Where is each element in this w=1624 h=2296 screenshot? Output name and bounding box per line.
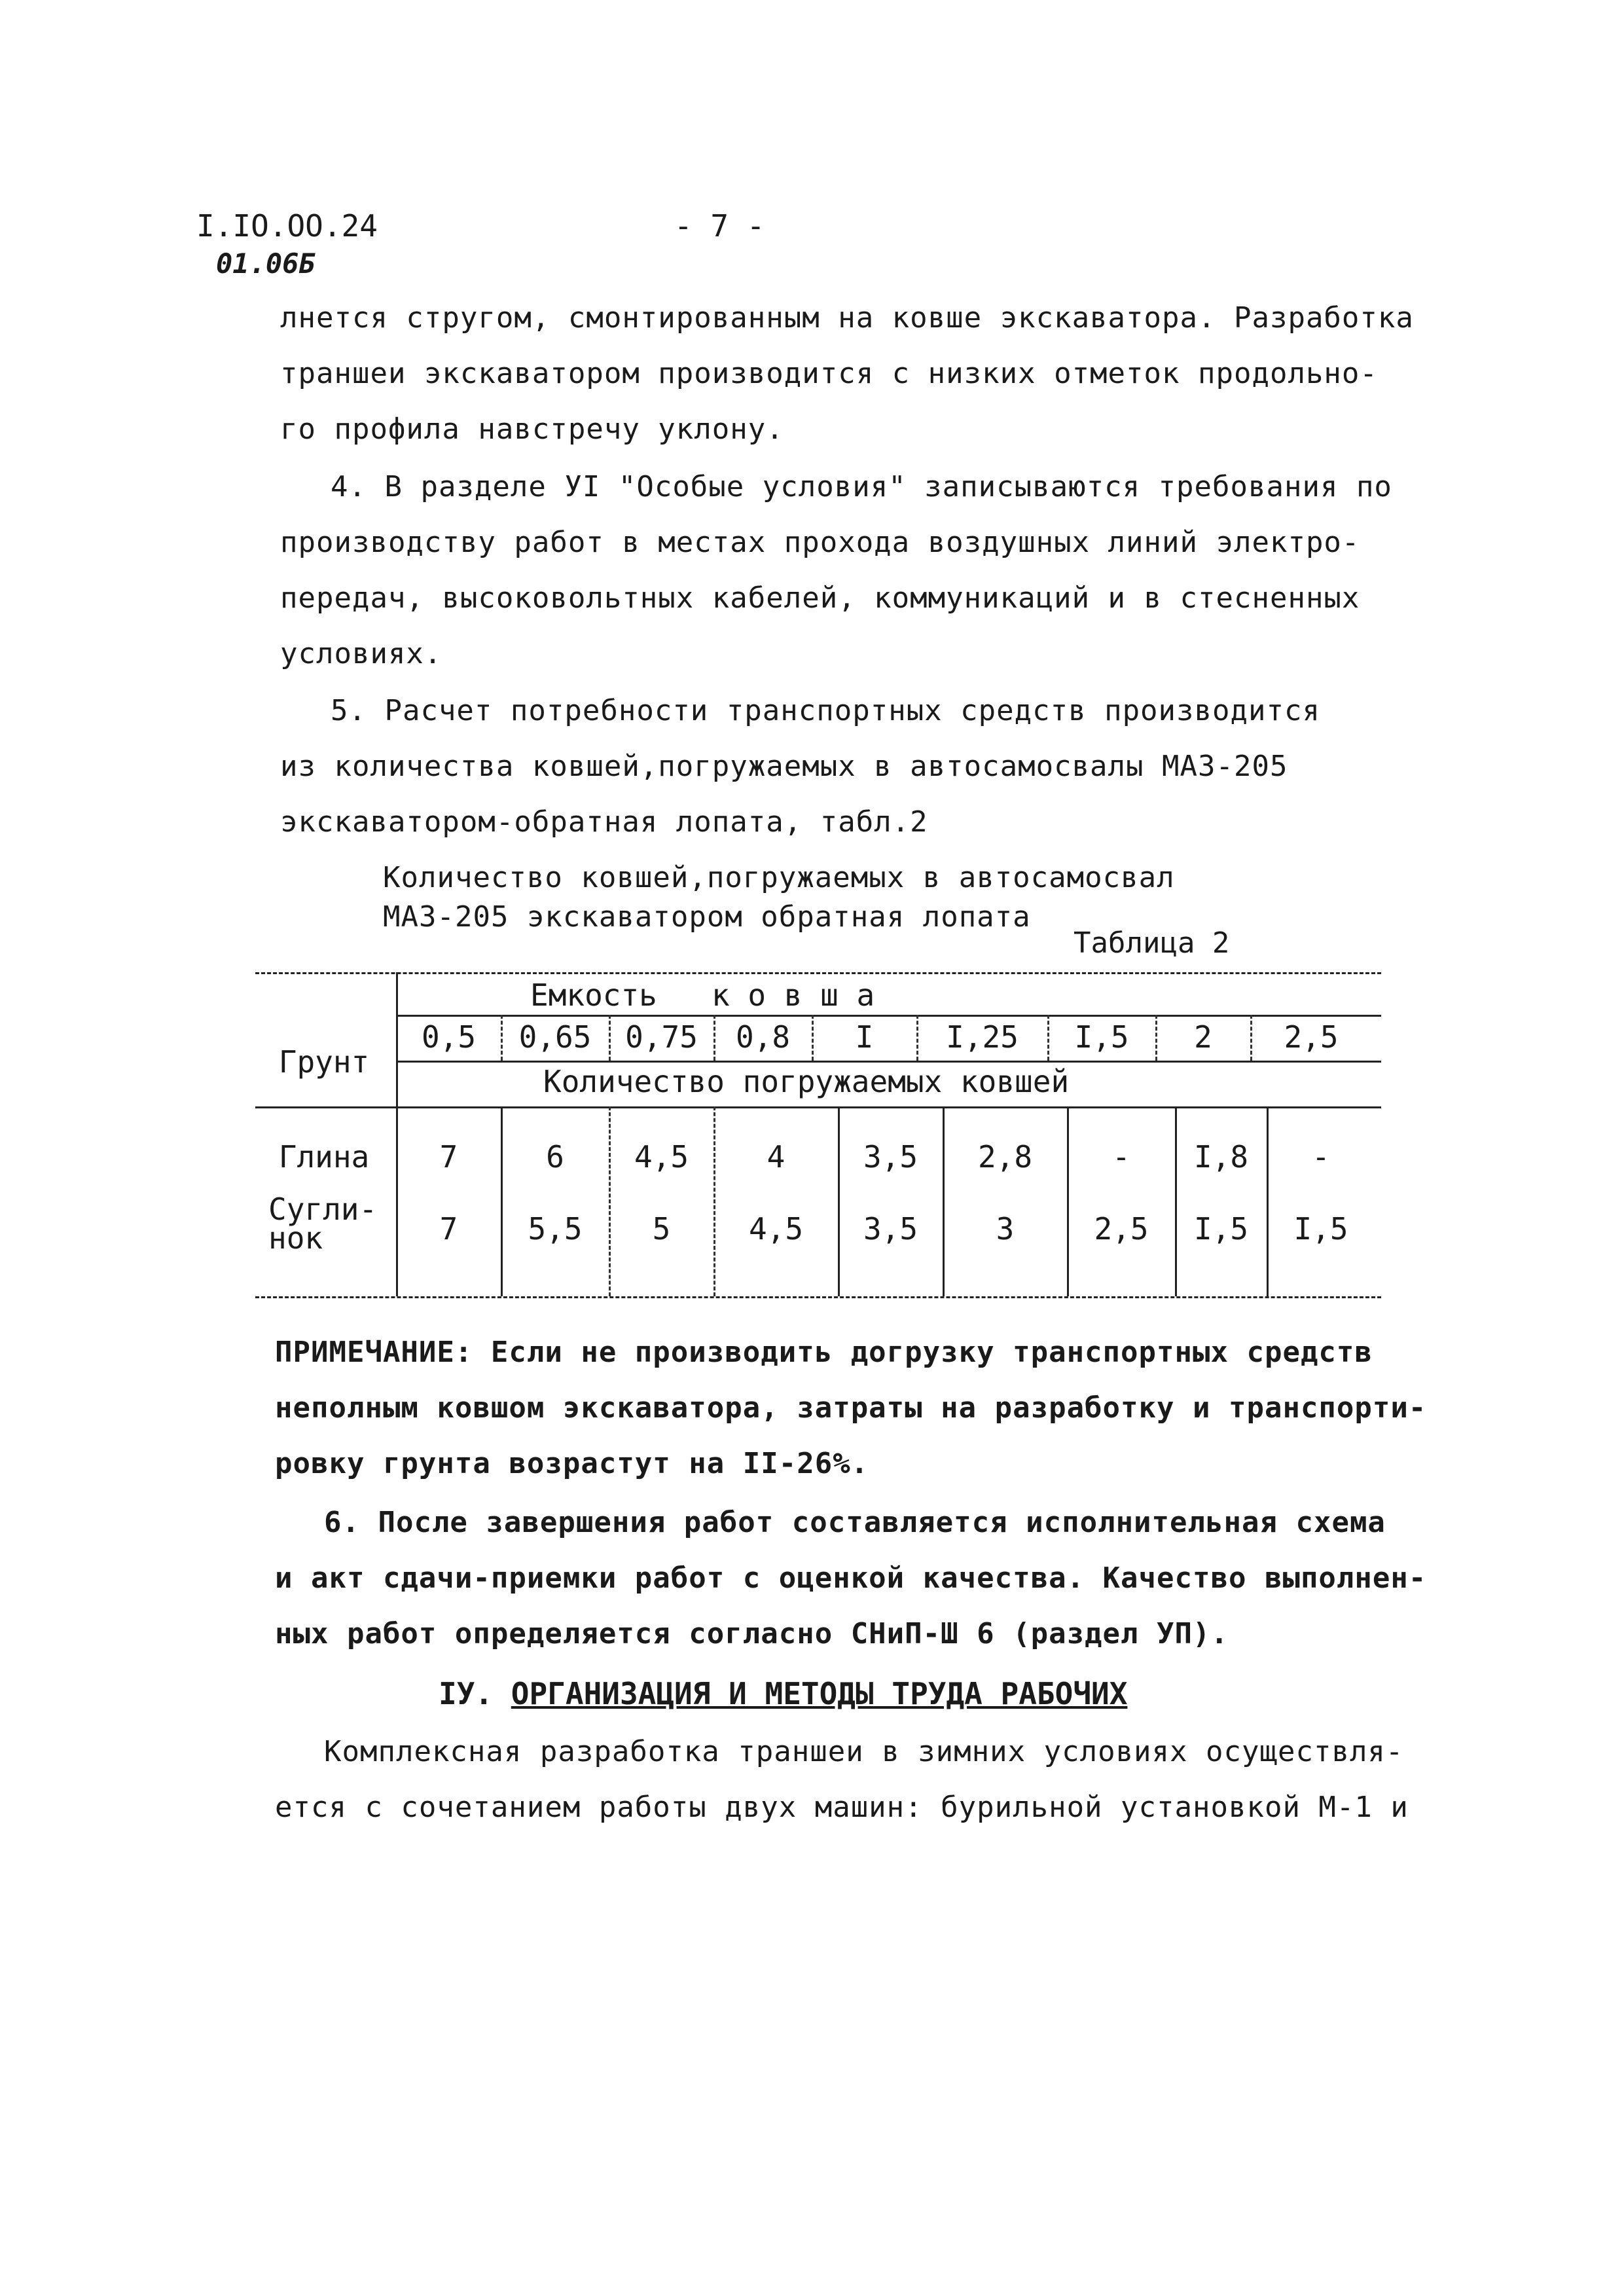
bucket-count-table <box>255 972 1381 1300</box>
col-divider-8b <box>1267 1106 1269 1296</box>
ground-header: Грунт <box>278 1044 370 1080</box>
capacity-7: I,5 <box>1074 1019 1129 1055</box>
para6-line2: и акт сдачи-приемки работ с оценкой качества. Качество выполнен- <box>275 1561 1427 1595</box>
table-label: Таблица 2 <box>1074 926 1230 960</box>
para1-line3: го профила навстречу уклону. <box>280 412 784 446</box>
para4-line2: производству работ в местах прохода воздушных линий электро- <box>280 526 1360 559</box>
para6-line1: 6. После завершения работ составляется исполнительная схема <box>324 1506 1386 1539</box>
table-cell: 5 <box>652 1211 671 1247</box>
table-cell: 2,8 <box>977 1139 1033 1175</box>
document-code: I.IO.OO.24 <box>196 208 378 244</box>
table-cell: I,8 <box>1193 1139 1249 1175</box>
note-line3: ровку грунта возрастут на II-26%. <box>275 1447 869 1480</box>
capacity-header-rule <box>396 1015 1381 1017</box>
capacity-3: 0,75 <box>625 1019 698 1055</box>
para1-line1: лнется стругом, смонтированным на ковше экскаватора. Разработка <box>280 301 1414 335</box>
capacity-9: 2,5 <box>1284 1019 1339 1055</box>
table-bottom-rule <box>255 1296 1381 1298</box>
row-loam-label <box>255 1192 393 1256</box>
section-heading <box>439 1676 1127 1711</box>
table-cell: 4,5 <box>634 1139 689 1175</box>
col-divider-1b <box>501 1106 503 1296</box>
table-top-rule <box>255 972 1381 974</box>
col-divider-2b <box>609 1106 611 1296</box>
col-divider-7b <box>1175 1106 1177 1296</box>
para6-line3: ных работ определяется согласно СНиП-Ш 6 (раздел УП). <box>275 1617 1229 1650</box>
col-divider-6b <box>1067 1106 1069 1296</box>
table-cell: 5,5 <box>528 1211 583 1247</box>
capacity-2: 0,65 <box>518 1019 592 1055</box>
capacity-4: 0,8 <box>735 1019 791 1055</box>
col-divider-3b <box>713 1106 715 1296</box>
count-header: Количество погружаемых ковшей <box>543 1064 1070 1099</box>
para1-line2: траншеи экскаватором производится с низких отметок продольно- <box>280 357 1378 390</box>
table-caption-line1: Количество ковшей,погружаемых в автосамосвал <box>383 861 1175 894</box>
para5-line3: экскаватором-обратная лопата, табл.2 <box>280 805 928 839</box>
handwritten-code: 01.06Б <box>216 247 316 280</box>
note-line2: неполным ковшом экскаватора, затраты на разработку и транспорти- <box>275 1391 1427 1425</box>
para5-line1: 5. Расчет потребности транспортных средств производится <box>331 694 1320 727</box>
para5-line2: из количества ковшей,погружаемых в автосамосвалы МАЗ-205 <box>280 750 1288 783</box>
para-last-line2: ется с сочетанием работы двух машин: бурильной установкой М-1 и <box>275 1791 1409 1824</box>
table-cell: - <box>1112 1139 1130 1175</box>
capacity-1: 0,5 <box>421 1019 477 1055</box>
col-divider-4b <box>838 1106 840 1296</box>
table-caption-line2: МАЗ-205 экскаватором обратная лопата <box>383 900 1031 934</box>
table-cell: I,5 <box>1193 1211 1249 1247</box>
table-cell: 4,5 <box>748 1211 804 1247</box>
note-line1: ПРИМЕЧАНИЕ: Если не производить догрузку транспортных средств <box>275 1336 1373 1369</box>
header-bottom-rule <box>255 1106 1381 1108</box>
table-cell: 6 <box>546 1139 564 1175</box>
para4-line3: передач, высоковольтных кабелей, коммуникаций и в стесненных <box>280 581 1360 615</box>
table-cell: 7 <box>439 1211 458 1247</box>
table-cell: 3,5 <box>863 1139 918 1175</box>
capacity-8: 2 <box>1194 1019 1212 1055</box>
table-cell: 4 <box>767 1139 785 1175</box>
table-cell: 3,5 <box>863 1211 918 1247</box>
table-cell: 7 <box>439 1139 458 1175</box>
table-cell: I,5 <box>1293 1211 1348 1247</box>
table-cell: - <box>1312 1139 1330 1175</box>
capacity-header: Емкость к о в ш а <box>530 977 875 1013</box>
section-heading-number: IУ. <box>439 1676 494 1711</box>
capacity-values-rule <box>396 1061 1381 1063</box>
capacity-5: I <box>855 1019 874 1055</box>
row-clay-label: Глина <box>278 1139 370 1175</box>
table-cell: 2,5 <box>1094 1211 1149 1247</box>
col-divider-5b <box>943 1106 945 1296</box>
row-loam-label-line2: нок <box>268 1220 323 1256</box>
capacity-6: I,25 <box>946 1019 1019 1055</box>
para4-line1: 4. В разделе УI "Особые условия" записываются требования по <box>331 470 1392 503</box>
row-loam-label-line1: Сугли- <box>268 1192 378 1227</box>
para4-line4: условиях. <box>280 637 442 670</box>
page-number: - 7 - <box>674 208 765 244</box>
section-heading-text: ОРГАНИЗАЦИЯ И МЕТОДЫ ТРУДА РАБОЧИХ <box>511 1676 1128 1711</box>
para-last-line1: Комплексная разработка траншеи в зимних условиях осуществля- <box>324 1735 1404 1768</box>
table-cell: 3 <box>996 1211 1015 1247</box>
